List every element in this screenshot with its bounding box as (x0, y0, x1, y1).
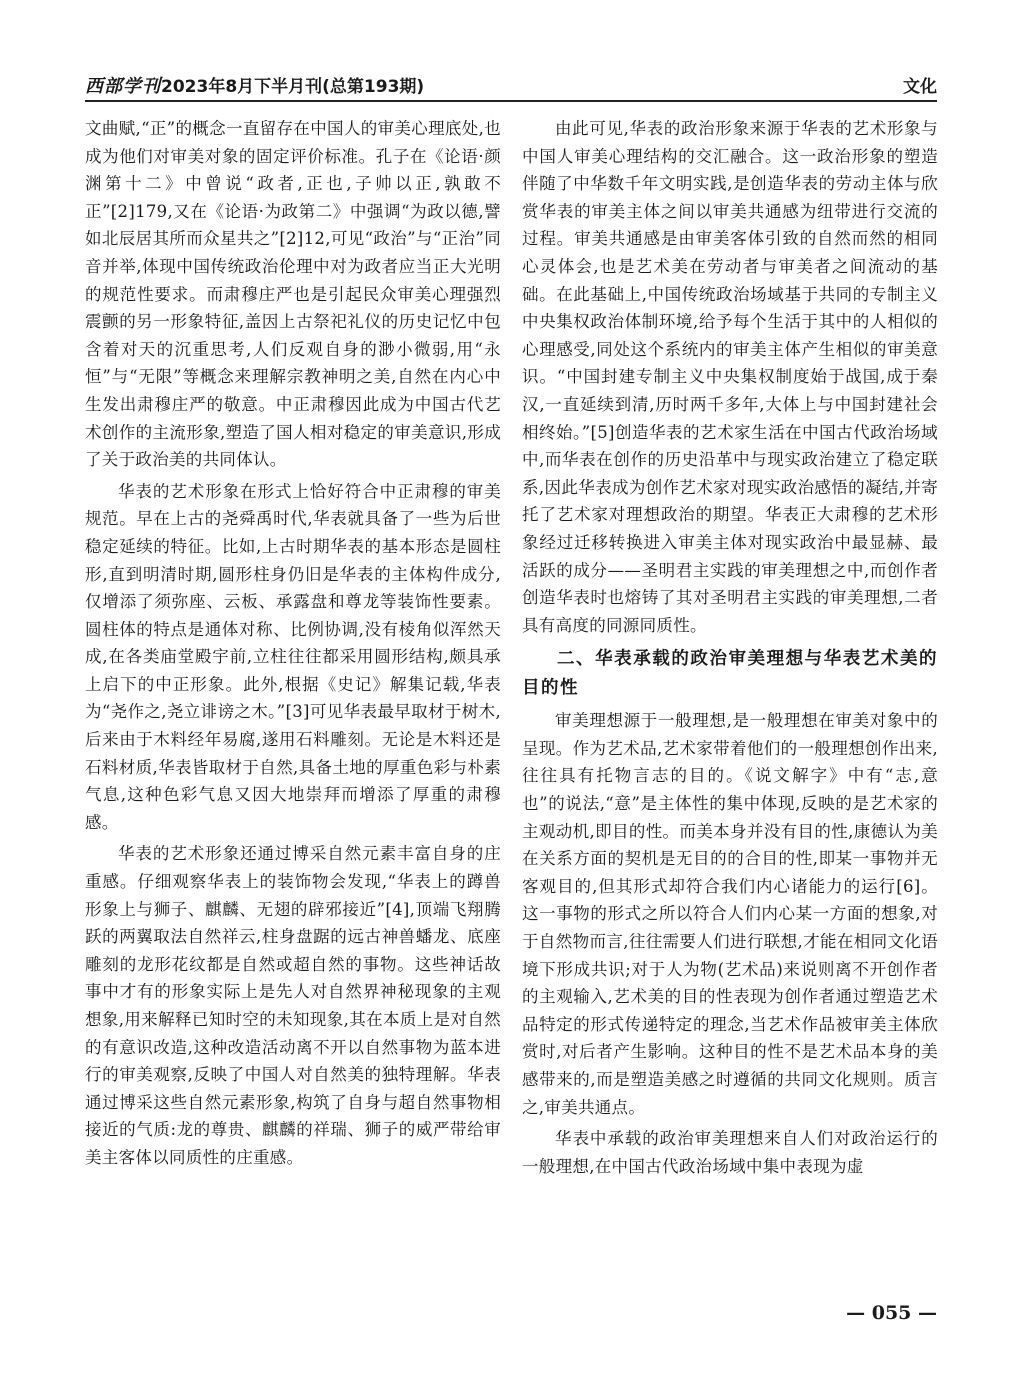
paragraph: 审美理想源于一般理想,是一般理想在审美对象中的呈现。作为艺术品,艺术家带着他们的一般理想创作出来,往往具有托物言志的目的。《说文解字》中有“志,意也”的说法,“意”是主体性的集中体现,反映的是艺术家的主观动机,即目的性。而美本身并没有目的性,康德认为美在关系方面的契机是无目的的合目的性,即某一事物并无客观目的,但其形式却符合我们内心诸能力的运行[6]。这一事物的形式之所以符合人们内心某一方面的想象,对于自然物而言,往往需要人们进行联想,才能在相同文化语境下形成共识;对于人为物(艺术品)来说则离不开创作者的主观输入,艺术美的目的性表现为创作者通过塑造艺术品特定的形式传递特定的理念,当艺术作品被审美主体欣赏时,对后者产生影响。这种目的性不是艺术品本身的美感带来的,而是塑造美感之时遵循的共同文化规则。质言之,审美共通点。 (522, 711, 938, 1117)
paragraph: 华表的艺术形象还通过博采自然元素丰富自身的庄重感。仔细观察华表上的装饰物会发现,“华表上的蹲兽形象上与狮子、麒麟、无翅的辟邪接近”[4],顶端飞翔腾跃的两翼取法自然祥云,柱身盘踞的远古神兽蟠龙、底座雕刻的龙形花纹都是自然或超自然的事物。这些神话故事中才有的形象实际上是先人对自然界神秘现象的主观想象,用来解释已知时空的未知现象,其在本质上是对自然的有意识改造,这种改造活动离不开以自然事物为蓝本进行的审美观察,反映了中国人对自然美的独特理解。华表通过博采这些自然元素形象,构筑了自身与超自然事物相接近的气质:龙的尊贵、麒麟的祥瑞、狮子的威严带给审美主客体以同质性的庄重感。 (85, 844, 501, 1167)
left-column (85, 115, 501, 1172)
paragraph: 文曲赋,“正”的概念一直留存在中国人的审美心理底处,也成为他们对审美对象的固定评价标准。孔子在《论语·颜渊第十二》中曾说“政者,正也,子帅以正,孰敢不正”[2]179,又在《论语·为政第二》中强调“为政以德,譬如北辰居其所而众星共之”[2]12,可见“政治”与“正治”同音并举,体现中国传统政治伦理中对为政者应当正大光明的规范性要求。而肃穆庄严也是引起民众审美心理强烈震颤的另一形象特征,盖因上古祭祀礼仪的历史记忆中包含着对天的沉重思考,人们反观自身的渺小微弱,用“永恒”与“无限”等概念来理解宗教神明之美,自然在内心中生发出肃穆庄严的敬意。中正肃穆因此成为中国古代艺术创作的主流形象,塑造了国人相对稳定的审美意识,形成了关于政治美的共同体认。 (85, 119, 501, 470)
section-name: 文化 (903, 77, 937, 97)
running-header (85, 70, 937, 102)
section-heading: 二、华表承载的政治审美理想与华表艺术美的目的性 (522, 649, 938, 699)
paragraph: 华表的艺术形象在形式上恰好符合中正肃穆的审美规范。早在上古的尧舜禹时代,华表就具备了一些为后世稳定延续的特征。比如,上古时期华表的基本形态是圆柱形,直到明清时期,圆形柱身仍旧是华表的主体构件成分,仅增添了须弥座、云板、承露盘和尊龙等装饰性要素。圆柱体的特点是通体对称、比例协调,没有棱角似浑然天成,在各类庙堂殿宇前,立柱往往都采用圆形结构,颇具承上启下的中正形象。此外,根据《史记》解集记载,华表为“尧作之,尧立诽谤之木。”[3]可见华表最早取材于树木,后来由于木料经年易腐,遂用石料雕刻。无论是木料还是石料材质,华表皆取材于自然,具备土地的厚重色彩与朴素气息,这种色彩气息又因大地崇拜而增添了厚重的肃穆感。 (85, 481, 501, 832)
paragraph: 华表中承载的政治审美理想来自人们对政治运行的一般理想,在中国古代政治场域中集中表现为虚 (522, 1129, 938, 1176)
issue-info: 2023年8月下半月刊(总第193期) (161, 77, 425, 97)
right-column (522, 115, 938, 1180)
journal-name: 西部学刊 (85, 76, 161, 97)
page-number: — 055 — (846, 1302, 937, 1324)
paragraph: 由此可见,华表的政治形象来源于华表的艺术形象与中国人审美心理结构的交汇融合。这一政治形象的塑造伴随了中华数千年文明实践,是创造华表的劳动主体与欣赏华表的审美主体之间以审美共通感为纽带进行交流的过程。审美共通感是由审美客体引致的自然而然的相同心灵体会,也是艺术美在劳动者与审美者之间流动的基础。在此基础上,中国传统政治场域基于共同的专制主义中央集权政治体制环境,给予每个生活于其中的人相似的心理感受,同处这个系统内的审美主体产生相似的审美意识。“中国封建专制主义中央集权制度始于战国,成于秦汉,一直延续到清,历时两千多年,大体上与中国封建社会相终始。”[5]创造华表的艺术家生活在中国古代政治场域中,而华表在创作的历史沿革中与现实政治建立了稳定联系,因此华表成为创作艺术家对现实政治感悟的凝结,并寄托了艺术家对理想政治的期望。华表正大肃穆的艺术形象经过迁移转换进入审美主体对现实政治中最显赫、最活跃的成分——圣明君主实践的审美理想之中,而创作者创造华表时也熔铸了其对圣明君主实践的审美理想,二者具有高度的同源同质性。 (522, 119, 938, 635)
header-left (85, 72, 424, 98)
